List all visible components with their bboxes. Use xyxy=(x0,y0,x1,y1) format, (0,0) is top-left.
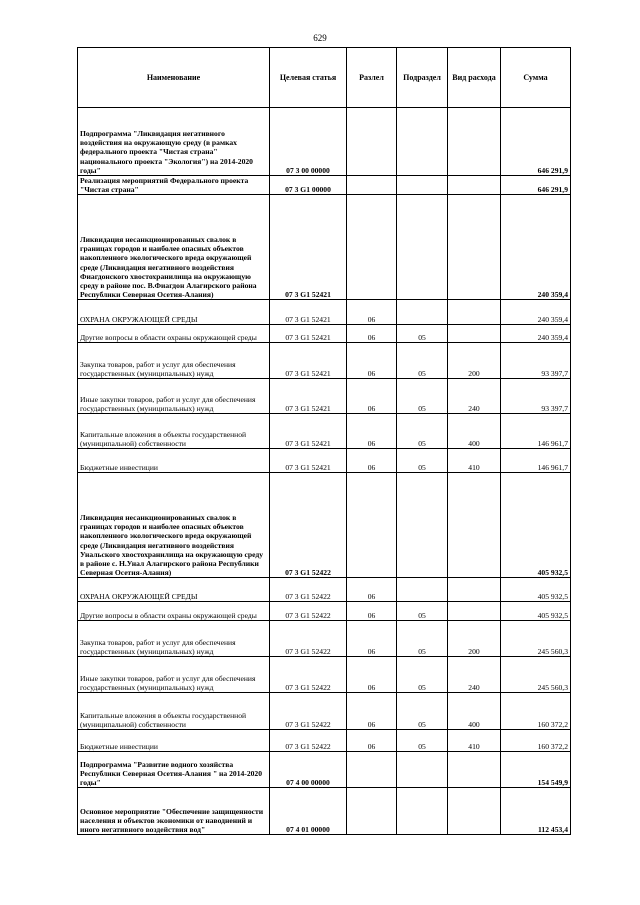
row-target-article: 07 3 G1 52422 xyxy=(270,730,347,752)
row-expense-type xyxy=(448,195,501,300)
row-section: 06 xyxy=(347,300,397,325)
row-sum: 405 932,5 xyxy=(501,473,571,578)
table-row xyxy=(78,602,571,621)
page-number: 629 xyxy=(313,33,327,43)
row-expense-type: 400 xyxy=(448,414,501,449)
row-name: Иные закупки товаров, работ и услуг для обеспечения государственных (муниципальных) нужд xyxy=(78,379,270,414)
table-row xyxy=(78,343,571,379)
header-sum: Сумма xyxy=(501,48,571,108)
row-section: 06 xyxy=(347,414,397,449)
row-section: 06 xyxy=(347,325,397,343)
row-name: Бюджетные инвестиции xyxy=(78,449,270,473)
row-target-article: 07 3 G1 52422 xyxy=(270,657,347,693)
row-expense-type: 200 xyxy=(448,343,501,379)
row-sum: 112 453,4 xyxy=(501,788,571,835)
row-section: 06 xyxy=(347,693,397,730)
row-expense-type: 200 xyxy=(448,621,501,657)
row-name: Ликвидация несанкционированных свалок в границах городов и наиболее опасных объектов накопленного экологического вреда окружающей среде (Ликвидация негативного воздействия Фиагдонского хвостохранилища на окружающую среду в районе пос. В.Фиагдон Алагирского района Республики Северная Осетия-Алания) xyxy=(78,195,270,300)
row-name: Иные закупки товаров, работ и услуг для обеспечения государственных (муниципальных) нужд xyxy=(78,657,270,693)
row-name: Реализация мероприятий Федерального проекта "Чистая страна" xyxy=(78,176,270,195)
row-subsection xyxy=(397,108,448,176)
row-target-article: 07 4 00 00000 xyxy=(270,752,347,788)
row-subsection xyxy=(397,578,448,602)
row-name: Капитальные вложения в объекты государственной (муниципальной) собственности xyxy=(78,693,270,730)
row-name: Ликвидация несанкционированных свалок в границах городов и наиболее опасных объектов накопленного экологического вреда окружающей среде (Ликвидация негативного воздействия Унальского хвостохранилища на окружающую среду в районе с. Н.Унал Алагирского района Республики Северная Осетия-Алания) xyxy=(78,473,270,578)
row-expense-type xyxy=(448,325,501,343)
row-name: Другие вопросы в области охраны окружающей среды xyxy=(78,325,270,343)
row-subsection xyxy=(397,300,448,325)
row-section: 06 xyxy=(347,657,397,693)
row-subsection: 05 xyxy=(397,325,448,343)
row-sum: 93 397,7 xyxy=(501,343,571,379)
row-target-article: 07 3 G1 52421 xyxy=(270,300,347,325)
row-sum: 646 291,9 xyxy=(501,176,571,195)
row-section xyxy=(347,108,397,176)
row-subsection: 05 xyxy=(397,657,448,693)
table-row xyxy=(78,195,571,300)
row-target-article: 07 3 G1 00000 xyxy=(270,176,347,195)
row-sum: 160 372,2 xyxy=(501,730,571,752)
row-section: 06 xyxy=(347,730,397,752)
row-expense-type xyxy=(448,473,501,578)
row-expense-type xyxy=(448,108,501,176)
row-target-article: 07 3 G1 52421 xyxy=(270,449,347,473)
table-row xyxy=(78,788,571,835)
row-subsection: 05 xyxy=(397,693,448,730)
row-expense-type xyxy=(448,602,501,621)
row-section xyxy=(347,752,397,788)
row-expense-type xyxy=(448,300,501,325)
row-sum: 240 359,4 xyxy=(501,300,571,325)
table-row xyxy=(78,473,571,578)
row-section: 06 xyxy=(347,449,397,473)
row-expense-type xyxy=(448,176,501,195)
row-target-article: 07 3 G1 52421 xyxy=(270,414,347,449)
row-sum: 646 291,9 xyxy=(501,108,571,176)
table-row xyxy=(78,578,571,602)
row-name: Капитальные вложения в объекты государственной (муниципальной) собственности xyxy=(78,414,270,449)
row-expense-type: 410 xyxy=(448,730,501,752)
table-row xyxy=(78,176,571,195)
row-section xyxy=(347,176,397,195)
row-section xyxy=(347,195,397,300)
row-section: 06 xyxy=(347,343,397,379)
row-sum: 154 549,9 xyxy=(501,752,571,788)
row-sum: 405 932,5 xyxy=(501,602,571,621)
header-row xyxy=(78,48,571,108)
row-section: 06 xyxy=(347,379,397,414)
row-subsection: 05 xyxy=(397,414,448,449)
table-row xyxy=(78,730,571,752)
row-subsection: 05 xyxy=(397,621,448,657)
row-section xyxy=(347,473,397,578)
row-subsection xyxy=(397,788,448,835)
row-subsection: 05 xyxy=(397,379,448,414)
header-name: Наименование xyxy=(78,48,270,108)
row-subsection: 05 xyxy=(397,730,448,752)
row-target-article: 07 3 G1 52421 xyxy=(270,325,347,343)
row-target-article: 07 3 G1 52422 xyxy=(270,578,347,602)
row-subsection xyxy=(397,195,448,300)
row-target-article: 07 4 01 00000 xyxy=(270,788,347,835)
row-section: 06 xyxy=(347,578,397,602)
row-expense-type xyxy=(448,752,501,788)
table-row xyxy=(78,379,571,414)
row-subsection: 05 xyxy=(397,343,448,379)
row-subsection: 05 xyxy=(397,602,448,621)
table-row xyxy=(78,108,571,176)
table-row xyxy=(78,414,571,449)
row-expense-type: 410 xyxy=(448,449,501,473)
table-row xyxy=(78,752,571,788)
row-subsection xyxy=(397,473,448,578)
header-expense-type: Вид расхода xyxy=(448,48,501,108)
row-sum: 160 372,2 xyxy=(501,693,571,730)
row-sum: 405 932,5 xyxy=(501,578,571,602)
header-target-article: Целевая статья xyxy=(270,48,347,108)
row-subsection: 05 xyxy=(397,449,448,473)
row-target-article: 07 3 G1 52421 xyxy=(270,195,347,300)
table-row xyxy=(78,693,571,730)
row-expense-type: 400 xyxy=(448,693,501,730)
header-section: Разлел xyxy=(347,48,397,108)
row-section: 06 xyxy=(347,602,397,621)
row-subsection xyxy=(397,176,448,195)
row-sum: 240 359,4 xyxy=(501,325,571,343)
row-name: Основное мероприятие "Обеспечение защищенности населения и объектов экономики от наводнений и иного негативного воздействия вод" xyxy=(78,788,270,835)
row-target-article: 07 3 G1 52421 xyxy=(270,379,347,414)
row-name: ОХРАНА ОКРУЖАЮЩЕЙ СРЕДЫ xyxy=(78,300,270,325)
row-sum: 93 397,7 xyxy=(501,379,571,414)
row-sum: 245 560,3 xyxy=(501,657,571,693)
table-row xyxy=(78,449,571,473)
row-expense-type xyxy=(448,788,501,835)
row-subsection xyxy=(397,752,448,788)
row-name: Бюджетные инвестиции xyxy=(78,730,270,752)
row-sum: 245 560,3 xyxy=(501,621,571,657)
row-name: ОХРАНА ОКРУЖАЮЩЕЙ СРЕДЫ xyxy=(78,578,270,602)
row-sum: 240 359,4 xyxy=(501,195,571,300)
row-target-article: 07 3 G1 52422 xyxy=(270,473,347,578)
row-name: Подпрограмма "Развитие водного хозяйства Республики Северная Осетия-Алания " на 2014-2020 годы" xyxy=(78,752,270,788)
table-row xyxy=(78,657,571,693)
row-expense-type: 240 xyxy=(448,379,501,414)
row-sum: 146 961,7 xyxy=(501,414,571,449)
row-name: Закупка товаров, работ и услуг для обеспечения государственных (муниципальных) нужд xyxy=(78,343,270,379)
row-expense-type xyxy=(448,578,501,602)
row-name: Подпрограмма "Ликвидация негативного воздействия на окружающую среду (в рамках федерального проекта "Чистая страна" национального проекта "Экология") на 2014-2020 годы" xyxy=(78,108,270,176)
row-target-article: 07 3 G1 52422 xyxy=(270,602,347,621)
header-subsection: Подраздел xyxy=(397,48,448,108)
row-name: Другие вопросы в области охраны окружающей среды xyxy=(78,602,270,621)
budget-table xyxy=(77,47,571,835)
row-target-article: 07 3 G1 52422 xyxy=(270,621,347,657)
row-section xyxy=(347,788,397,835)
table-row xyxy=(78,300,571,325)
table-row xyxy=(78,621,571,657)
row-name: Закупка товаров, работ и услуг для обеспечения государственных (муниципальных) нужд xyxy=(78,621,270,657)
row-target-article: 07 3 00 00000 xyxy=(270,108,347,176)
row-expense-type: 240 xyxy=(448,657,501,693)
table-row xyxy=(78,325,571,343)
row-target-article: 07 3 G1 52421 xyxy=(270,343,347,379)
row-target-article: 07 3 G1 52422 xyxy=(270,693,347,730)
row-section: 06 xyxy=(347,621,397,657)
row-sum: 146 961,7 xyxy=(501,449,571,473)
